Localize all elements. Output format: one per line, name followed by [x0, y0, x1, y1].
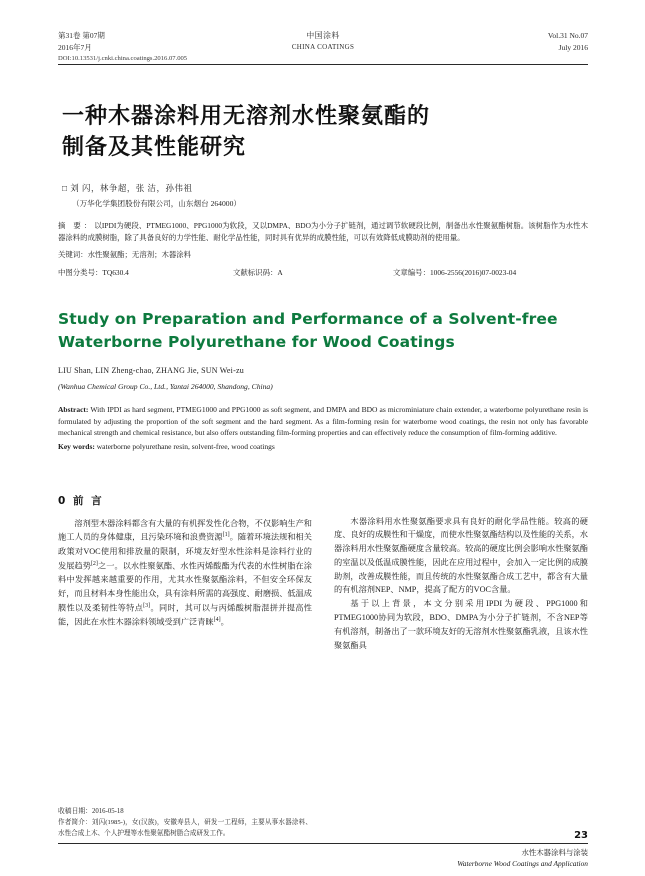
footer-section-en: Waterborne Wood Coatings and Application — [457, 859, 588, 869]
footer-section-cn: 水性木器涂料与涂装 — [521, 848, 588, 857]
document-code: 文献标识码：A — [233, 267, 283, 277]
abstract-en-label: Abstract: — [58, 405, 89, 415]
page-footer — [58, 830, 588, 869]
doi-text: DOI:10.13531/j.cnki.china.coatings.2016.07.005 — [58, 55, 188, 63]
footnote-block — [58, 805, 312, 839]
keywords-cn-text: 水性聚氨酯；无溶剂；木器涂料 — [87, 249, 192, 259]
title-en-line2: Waterborne Polyurethane for Wood Coatings — [58, 332, 455, 351]
keywords-cn — [58, 249, 588, 261]
authors-cn: □ 刘 闪，林争超，张 洁，孙伟祖 — [62, 183, 193, 193]
column-right-spacer — [334, 493, 588, 515]
volume-issue-en: Vol.31 No.07 — [547, 31, 588, 40]
paragraph: 基于以上背景，本文分别采用IPDI为硬段、PPG1000和PTMEG1000协同为软段，BDO、DMPA为小分子扩链剂，不含NEP等有机溶剂，制备出了一款环境友好的无溶剂水性聚氨酯乳液，且该水性聚氨酯具 — [334, 599, 588, 650]
header-divider — [58, 64, 588, 65]
header-left — [58, 30, 208, 53]
column-left — [58, 493, 312, 653]
paragraph: 溶剂型木器涂料都含有大量的有机挥发性化合物，不仅影响生产和施工人员的身体健康，且污染环境和浪费资源[1]。随着环境法规和相关政策对VOC使用和排放量的限制，环境友好型水性涂料是涂料行业的发展趋势[2]之一。以水性聚氨酯、水性丙烯酸酯为代表的水性树脂在涂料中发挥越来越重要的作用，尤其水性聚氨酯涂料，不但安全环保友好，而且材料本身性能出众，具有涂料所需的高强度、耐磨损、低温成膜性以及柔韧性等特点[3]。同时，其可以与丙烯酸树脂混拼并提高性能，因此在水性木器涂料领域受到广泛青睐[4]。 — [58, 518, 312, 627]
keywords-en-label: Key words: — [58, 441, 95, 451]
title-cn-line2: 制备及其性能研究 — [62, 135, 247, 161]
journal-name-en: CHINA COATINGS — [291, 43, 355, 52]
volume-issue: 第31卷 第07期 — [58, 31, 105, 40]
abstract-cn-text: 以IPDI为硬段、PTMEG1000、PPG1000为软段，又以DMPA、BDO为小分子扩链剂，通过调节软硬段比例，制备出水性聚氨酯树脂。该树脂作为水性木器涂料的成膜树脂，除了具备良好的力学性能、耐化学品性能，同时具有优异的成膜性能，可以有效降低成膜助剂的使用量。 — [58, 220, 589, 242]
author-bio: 作者简介：刘闪(1985-)，女(汉族)，安徽寿县人，研发一工程师，主要从事水器涂料、水性合成上木、个人护理等水性聚氨酯树脂合成研发工作。 — [58, 819, 312, 837]
section-heading-intro: 0 前 言 — [58, 494, 104, 507]
page-title-cn — [58, 101, 588, 163]
received-date: 收稿日期：2016-05-18 — [58, 808, 124, 815]
keywords-en-text: waterborne polyurethane resin, solvent-free, wood coatings — [94, 441, 275, 451]
issue-date-en: July 2016 — [558, 42, 588, 52]
header-right — [438, 30, 588, 53]
paragraph: 木器涂料用水性聚氨酯要求具有良好的耐化学品性能。较高的硬度、良好的成膜性和干燥度，而使水性聚氨酯结构以及性能的关系，水器涂料用水性聚氨酯硬度含量较高。较高的硬度比例会影响水性聚氨酯的室温以及低温成膜性能，因此在应用过程中，会加入一定比例的成膜助剂，改善成膜性能，而且传统的水性聚氨酯合成工艺中，都含有大量的有机溶剂NEP、NMP，提高了配方的VOC含量。 — [334, 516, 588, 595]
page-number: 23 — [574, 830, 588, 841]
authors-en: LIU Shan, LIN Zheng-chao, ZHANG Jie, SUN Wei-zu — [58, 366, 244, 376]
abstract-cn-label: 摘 要： — [58, 220, 95, 230]
abstract-cn — [58, 220, 588, 244]
keywords-cn-label: 关键词： — [58, 249, 88, 259]
body-columns — [58, 493, 588, 653]
keywords-en — [58, 441, 588, 453]
footer-divider — [58, 843, 588, 844]
header-center — [238, 30, 408, 53]
issue-date: 2016年7月 — [58, 42, 92, 52]
article-number: 文章编号：1006-2556(2016)07-0023-04 — [393, 267, 517, 277]
affiliation-cn: （万华化学集团股份有限公司，山东烟台 264000） — [72, 198, 241, 208]
affiliation-en: (Wanhua Chemical Group Co., Ltd., Yantai 264000, Shandong, China) — [58, 382, 273, 392]
classification-line — [58, 267, 588, 278]
footer-text — [58, 847, 588, 869]
title-en-line1: Study on Preparation and Performance of a Solvent-free — [58, 309, 558, 328]
clc-number: 中图分类号：TQ630.4 — [58, 267, 129, 277]
page-header — [58, 30, 588, 53]
title-cn-line1: 一种木器涂料用无溶剂水性聚氨酯的 — [62, 104, 431, 130]
page-title-en — [58, 308, 588, 355]
journal-name-cn: 中国涂料 — [306, 31, 340, 40]
column-right — [334, 493, 588, 653]
page-content — [58, 30, 588, 652]
abstract-en — [58, 404, 588, 439]
abstract-en-text: With IPDI as hard segment, PTMEG1000 and PPG1000 as soft segment, and DMPA and BDO as microminiature chain extender, a waterborne polyurethane resin is formulated by adjusting the proportion of the soft segment and the hard segment. As a film-forming resin for waterborne wood coatings, the resin not only has favorable mechanical strength and chemical resistance, but also offers outstanding film-forming properties and can effectively reduce the consumption of film-forming additive. — [58, 405, 588, 438]
